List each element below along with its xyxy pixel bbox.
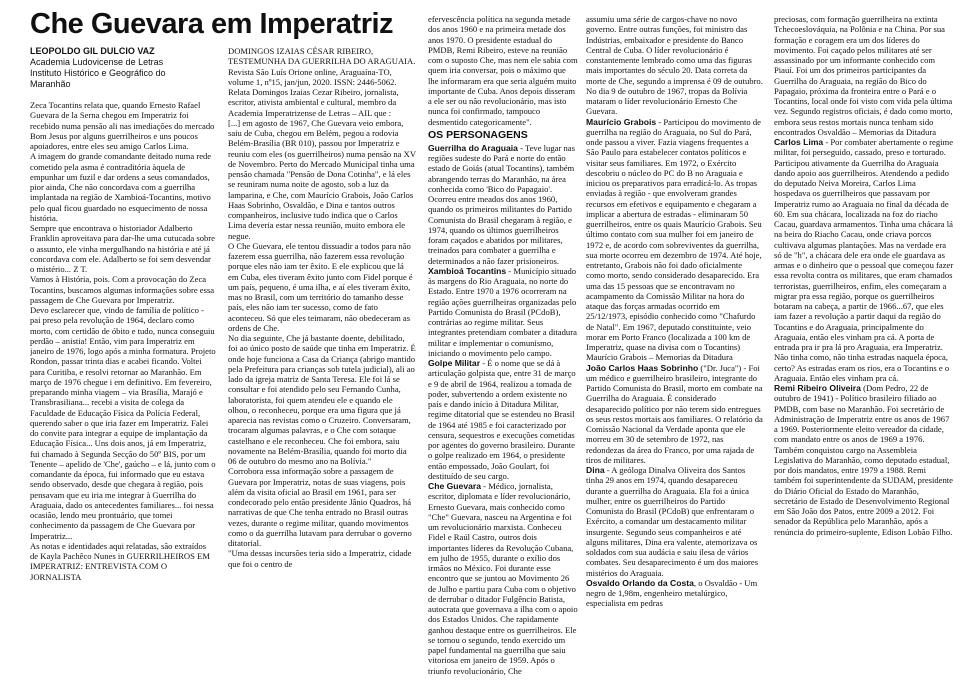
entry-remi <box>774 383 954 537</box>
entry-name: Xambioá Tocantins <box>428 265 507 276</box>
author-name: LEOPOLDO GIL DULCIO VAZ <box>30 46 155 56</box>
entry-golpe <box>428 358 578 481</box>
entry-text: ("Dr. Juca") - Foi um médico e guerrilheiro brasileiro, integrante do Partido Comunista do Brasil, morto em combate na Guerrilha do Araguaia. É considerado desaparecido político por não terem sido entregues os seus restos mortais aos familiares. O relatório da Comissão Nacional da Verdade aponta que ele morreu em 30 de setembro de 1972, nas redondezas da área do Franco, por uma rajada de tiros de militares. <box>586 362 763 465</box>
affiliation-line-1: Academia Ludovicense de Letras <box>30 57 164 67</box>
entry-name: Osvaldo Orlando da Costa <box>586 577 694 588</box>
paragraph: As notas e identidades aqui relatadas, são extraídos de Kayla Pachêco Nunes in GUERRILHEIROS EM IMPERATRIZ: ENTREVISTA COM O JORNALISTA <box>30 540 210 582</box>
entry-name: Maurício Grabois <box>586 116 657 127</box>
entry-osvaldao <box>586 578 763 609</box>
entry-che <box>428 481 578 676</box>
text-column-1 <box>30 100 216 680</box>
text-column-3 <box>428 14 578 680</box>
entry-name: Golpe Militar <box>428 358 481 368</box>
affiliation-line-2: Instituto Histórico e Geográfico do <box>30 68 166 78</box>
entry-text: - Teve lugar nas regiões sudeste do Pará e norte do então estado de Goiás (atual Tocantins), também abrangendo terras do Maranhão, na área conhecida como 'Bico do Papagaio'. Ocorreu entre meados dos anos 1960, quando os primeiros militantes do Partido Comunista do Brasil chegaram à região, e 1974, quando os últimos guerrilheiros foram caçados e abatidos por militares, treinados para combater a guerrilha e determinados a não fazer prisioneiros. <box>428 142 575 266</box>
entry-text: - Por combater abertamente o regime militar, foi perseguido, cassado, preso e torturado. Participou ativamente da Guerrilha do Araguaia dando apoio aos guerrilheiros. Atendendo a pedido do deputado Neiva Moreira, Carlos Lima hospedava os guerrilheiros que passavam por Imperatriz rumo ao Araguaia no final da década de 60. Em sua chácara, localizada na foz do riacho Cacau, guardava armamentos. Tinha uma chácara lá na beira do Riacho Cacau, onde criava porcos cultivava algumas plantações. Mas na verdade era só de "h", a chácara dele era onde ele guardava as armas e o dinheiro que o pessoal que começou fazer essa revolta contra os militares, que eram chamados terroristas, guerrilheiros, enfim, eles começaram a migrar pra essa região, porque os guerrilheiros botaram na cabeça, a partir de 1966...67, que eles iam fazer a revolução a partir daqui da região do Tocantins e do Araguaia, principalmente do Araguaia, então eles vinham pra cá. A porta de entrada pra ir pra lá pro Araguaia, era Imperatriz. Não tinha como, não tinha estradas naquela época, certo? As estradas eram os rios, era o Tocantins e o Araguaia. Então eles vinham pra cá. <box>774 137 954 383</box>
byline <box>30 46 215 90</box>
paragraph: efervescência política na segunda metade dos anos 1960 e na primeira metade dos anos 1970. O presidente estadual do PMDB, Remi Ribeiro, esteve na reunião com o suposto Che, mas nem ele sabia com quem iria conversar, pois o máximo que lhe informaram era que seria alguém muito importante de Cuba. Anos depois disseram a ele ser ou não revolucionário, mas isto nunca foi confirmado, tampouco desmentido categoricamente". <box>428 14 578 127</box>
paragraph: Corrobora essa informação sobre a passagem de Guevara por Imperatriz, notas de suas viagens, pois além da visita oficial ao Brasil em 1961, para ser condecorado pelo então presidente Jânio Quadros, há narrativas de que Che tenha entrado no Brasil outras vezes, durante o regime militar, quando movimentos como o da guerrilha lutavam para derrubar o governo ditatorial. <box>228 466 412 548</box>
section-heading-personagens: OS PERSONAGENS <box>428 128 528 141</box>
text-column-4 <box>586 14 763 680</box>
entry-dina <box>586 465 763 578</box>
paragraph: A imagem do grande comandante deitado numa rede cometido pela asma é contraditória àquela de empunhar um fuzil e dar ordens a seus comandados, pior ainda, Che não concordava com a guerrilha implantada na região de Xambioá-Tocantins, motivo pelo qual ficou guardado no esquecimento de nossa história. <box>30 151 212 223</box>
entry-text: - Participou do movimento de guerrilha na região do Araguaia, no Sul do Pará, onde passou a viver. Fazia viagens frequentes a São Paulo para estabelecer contatos políticos e visitar seus familiares. Em 1972, o Exército descobriu o núcleo do PC do B no Araguaia e iniciou os preparativos para erradicá-lo. As tropas enviadas à região - que envolveram grandes recursos em efetivos e equipamento e chegaram a implicar a abertura de estradas - eliminaram 50 guerrilheiros, entre os quais Maurício Grabois. Seu último contato com sua mulher foi em janeiro de 1972 e, de acordo com sobreviventes da guerrilha, sua morte ocorreu em dezembro de 1974. Até hoje, entretanto, Grabois não foi dado oficialmente como morto, sendo considerado desaparecido. Era uma das 15 pessoas que se encontravam no acampamento da Comissão Militar na hora do ataque das forças armadas ocorrido em 25/12/1973, episódio conhecido como "Chafurdo de Natal". Em 1967, deputado constituinte, veio morar em Porto Franco (localizada a 100 km de Imperatriz, quase na divisa com o Tocantins) Maurício Grabois – Memorias da Ditadura <box>586 116 762 363</box>
entry-carlos-lima <box>774 137 954 383</box>
paragraph: assumiu uma série de cargos-chave no novo governo. Entre outras funções, foi ministro das Indústrias, embaixador e presidente do Banco Central de Cuba. O líder revolucionário é constantemente lembrado como uma das figuras mais importantes do século 20. Data correta da morte de Che, segundo a imprensa é 09 de outubro. No dia 9 de outubro de 1967, tropas da Bolívia mataram o líder revolucionário Ernesto Che Guevara. <box>586 14 763 117</box>
paragraph: Devo esclarecer que, vindo de família de político - pai preso pela revolução de 1964, declaro como morto, com certidão de óbito e tudo, nunca conseguiu perdão – anistia! Então, vim para Imperatriz em janeiro de 1976, logo após a minha formatura. Projeto Rondon, passar trinta dias e acabei ficando. Voltei para Curitiba, e resolvi retornar ao Maranhão. Em março de 1976 chegue i em definitivo. Em fevereiro, preparando minha viagem – via Brasília, Marajó e Transbrasiliana... recebi a visita de colega da Faculdade de Educação Física da Polícia Federal, querendo saber o que iria fazer em Imperatriz. Falei do convite para integrar a equipe de implantação da Educação Física... Uns dois anos, já em Imperatriz, fui chamado à Segunda Secção do 50º BIS, por um Tenente – apelido de 'Che', gaúcho – e lá, junto com o comandante da época, fui informado que eu estava sendo observado, desde que chegara à região, pois pensavam que eu iria me integrar à Guerrilha do Araguaia, dado os antecedentes familiares... foi nessa ocasião, lendo meu prontuário, que tomei conhecimento da passagem de Che Guevara por Imperatriz... <box>30 305 216 541</box>
paragraph: Relata Domingos Izaias Cezar Ribeiro, jornalista, escritor, ativista ambiental e cultural, membro da Academia Imperatrizense de Letras – AIL que : <box>228 87 399 118</box>
text-column-5 <box>774 14 954 680</box>
entry-text: - Município situado às margens do Rio Araguaia, no norte do Estado. Entre 1970 a 1976 ocorreram na região ações guerrilheiras organizadas pelo Partido Comunista do Brasil (PCdoB), contrárias ao regime militar. Seus integrantes pretendiam combater a ditadura militar e implementar o comunismo, iniciando o movimento pelo campo. <box>428 265 577 358</box>
entry-text: - Médico, jornalista, escritor, diplomata e líder revolucionário, Ernesto Guevara, mais conhecido como "Che" Guevara, nasceu na Argentina e foi um revolucionário marxista. Conheceu Fidel e Raúl Castro, outros dois importantes líderes da Revolução Cubana, em julho de 1955, durante o exílio dos irmãos no México. Foi durante esse encontro que se juntou ao Movimento 26 de Julho e partiu para Cuba com o objetivo de derrubar o ditador Fulgêncio Batista, autocrata que governava a ilha com o apoio dos Estados Unidos. Che rapidamente ganhou destaque entre os guerrilheiros. Ele se tornou o segundo, tendo exercido um papel fundamental na guerrilha que saiu vitoriosa em janeiro de 1959. Após o triunfo revolucionário, Che <box>428 481 578 676</box>
text-column-2 <box>228 46 416 680</box>
paragraph: DOMINGOS IZAIAS CÉSAR RIBEIRO, TESTEMUNHA DA GUERRILHA DO ARAGUAIA. Revista São Luís Orione online, Araguaína-TO, volume 1, nº15, jan/jun, 2020. ISSN: 2446-5062. <box>228 46 416 87</box>
article-headline: Che Guevara em Imperatriz <box>30 8 394 40</box>
quote-paragraph: [...] em agosto de 1967, Che Guevara veio embora, saiu de Cuba, chegou em Belém, pegou a rodovia Belém-Brasília (BR 010), passou por Imperatriz e reuniu com eles (os guerrilheiros) numa pensão na XV de Novembro. Perto do Mercado Municipal tinha uma pensão chamada "Pensão de Dona Cotinha", e lá eles se reuniram numa noite de agosto, sob a luz da lamparina, e Che, com Maurício Grabois, João Carlos Haas Sobrinho, Osvaldão, e Dina e tantos outros companheiros, inclusive tudo indica que o Carlos Lima deveria estar nessa reunião, muito embora ele negue. <box>228 117 416 241</box>
entry-name: Dina <box>586 465 605 475</box>
paragraph: Zeca Tocantins relata que, quando Ernesto Rafael Guevara de la Serna chegou em Imperatriz foi recebido numa pensão ali nas imediações do mercado Bom Jesus por alguns guerrilheiros e uns poucos apoiadores, entre eles seu amigo Carlos Lima. <box>30 100 215 151</box>
entry-guerrilha <box>428 143 578 266</box>
paragraph: "Uma dessas incursões teria sido a Imperatriz, cidade que foi o centro de <box>228 548 412 569</box>
entry-text: (Dom Pedro, 22 de outubro de 1941) - Político brasileiro filiado ao PMDB, com base no Maranhão. Foi secretário de Administração de Imperatriz entre os anos de 1967 a 1969. Posteriormente eleito vereador da cidade, com mandato entre os anos de 1969 a 1976. Também conquistou cargo na Assembleia Legislativa do Maranhão, como deputado estadual, por dois mandatos, entre 1979 a 1988. Remi também foi superintendente da SUDAM, presidente do Diário Oficial do Estado do Maranhão, secretário de Estado de Desenvolvimento Regional em São João dos Patos, entre 2009 a 2012. Foi senador da República pelo Maranhão, após a renúncia do primeiro-suplente, Edison Lobão Filho. <box>774 383 953 537</box>
paragraph: Sempre que encontrava o historiador Adalberto Franklin aproveitava para dar-lhe uma cutucada sobre o assunto, ele vinha mergulhando na história e até já concordava com ele. Adalberto se foi sem desvendar o mistério... Z T. <box>30 223 215 274</box>
quote-paragraph: O Che Guevara, ele tentou dissuadir a todos para não fazerem essa guerrilha, não fazerem essa revolução porque eles não iam ter êxito. E ele explicou que lá em Cuba, eles tiveram êxito junto com Fidel porque é um país, pequeno, é uma ilha, e aí eles tiveram êxito, mas no Brasil, com um território do tamanho desse país, eles não iam ter sucesso, como de fato aconteceu. Só que eles teimaram, não obedeceram as ordens de Che. <box>228 240 413 333</box>
entry-name: Che Guevara <box>428 481 482 491</box>
entry-grabois <box>586 117 763 363</box>
entry-text: , o Osvaldão - Um negro de 1,98m, engenheiro metalúrgico, especialista em pedras <box>586 577 758 609</box>
quote-paragraph: No dia seguinte, Che já bastante doente, debilitado, foi ao único posto de saúde que tinha em Imperatriz. É onde hoje funciona a Casa da Criança (abrigo mantido pela Prefeitura para crianças sob tutela judicial), ali ao lado da igreja matriz de Santa Teresa. Ele foi lá se consultar e foi atendido pelo seu Fernando Cunha, laboratorista, foi quem atendeu ele e quando ele olhou, o reconheceu, porque era uma figura que já aparecia nas revistas como o Cruzeiro. Conversaram, trocaram algumas palavras, e o Che com sotaque castelhano e ele reconheceu. Che foi embora, saiu novamente na Belém-Brasília, quando foi morto dia 06 de outubro do mesmo ano na Bolívia." <box>228 333 416 466</box>
entry-text: - A geóloga Dinalva Oliveira dos Santos tinha 29 anos em 1974, quando desapareceu durante a guerrilha do Araguaia. Ela foi a única mulher, entre os guerrilheiros do Partido Comunista do Brasil (PCdoB) que enfrentaram o Exército, a comandar um destacamento militar insurgente. Segundo seus companheiros e até alguns militares, Dina era valente, atemorizava os soldados com sua audácia e saiu ilesa de vários combates. Seu desaparecimento é um dos maiores mistérios do Araguaia. <box>586 465 759 578</box>
entry-name: Carlos Lima <box>774 137 824 147</box>
entry-name: Remi Ribeiro Oliveira <box>774 383 861 393</box>
entry-haas <box>586 363 763 466</box>
entry-name: João Carlos Haas Sobrinho <box>586 362 699 373</box>
paragraph: Vamos à História, pois. Com a provocação do Zeca Tocantins, buscamos algumas informações sobre essa passagem de Che Guevara por Imperatriz. <box>30 274 215 305</box>
paragraph: preciosas, com formação guerrilheira na extinta Tchecoeslováquia, na Polônia e na China. Por sua formação e coragem era um dos líderes do movimento. Foi caçado pelos militares até ser assassinado por um informante conhecido com Piauí. Foi um dos primeiros participantes da Guerrilha do Araguaia, na região do Bico do Papagaio, próxima da fronteira entre o Pará e o Tocantins, local onde foi visto com vida pela última vez. Segundo registros oficiais, é dado como morto, embora seus restos mortais nunca tenham sido encontrados Osvaldão – Memorias da Ditadura <box>774 14 953 137</box>
affiliation-line-3: Maranhão <box>30 79 71 89</box>
entry-xambioa <box>428 266 578 358</box>
entry-name: Guerrilha do Araguaia <box>428 142 518 153</box>
entry-text: - É o nome que se dá à articulação golpista que, entre 31 de março e 9 de abril de 1964, realizou a tomada de poder, subvertendo a ordem existente no país e dando início à Ditadura Militar, regime ditatorial que se estendeu no Brasil de 1964 até 1985 e foi caracterizado por censura, sequestros e execuções cometidas por agentes do governo brasileiro. Durante o golpe realizado em 1964, o presidente então empossado, João Goulart, foi destituído de seu cargo. <box>428 358 576 481</box>
